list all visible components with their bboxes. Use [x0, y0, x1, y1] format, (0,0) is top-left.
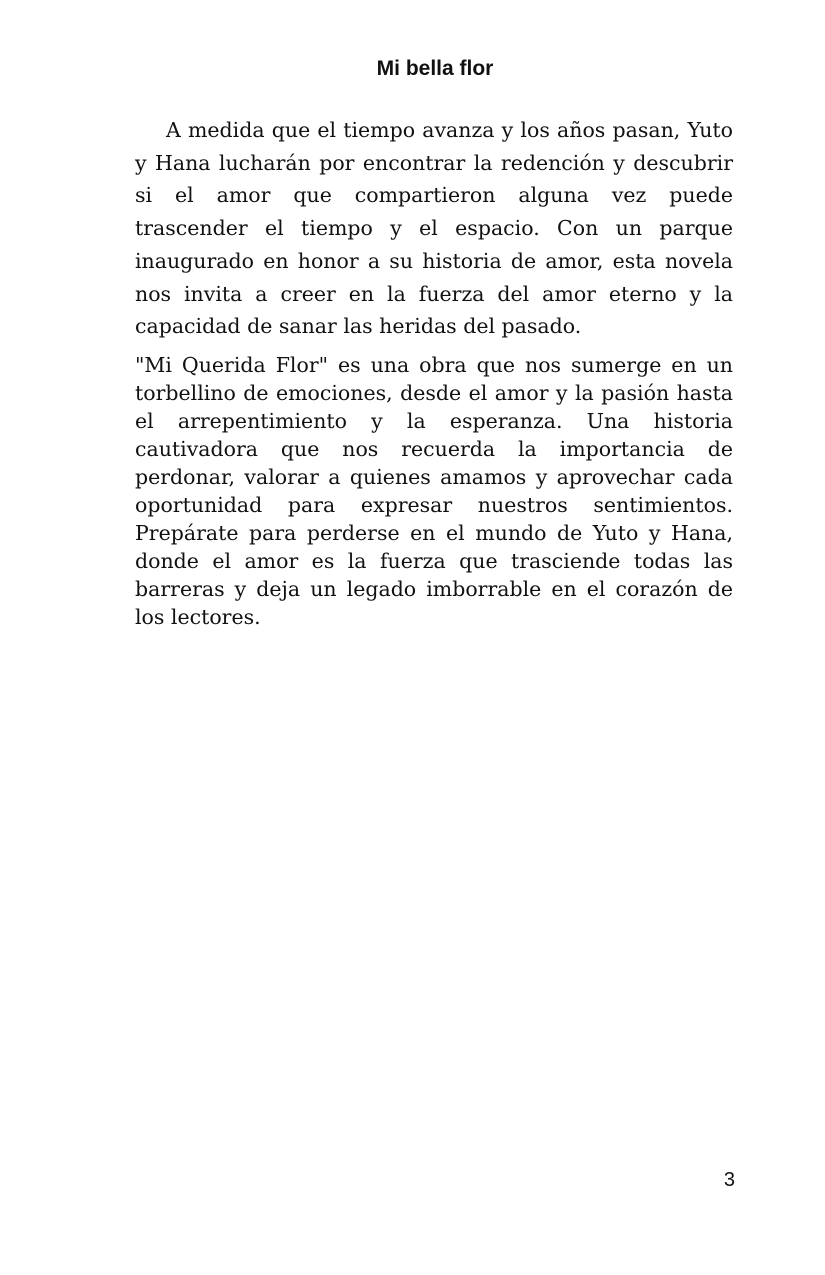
page-number: 3: [723, 1169, 735, 1191]
page-title: Mi bella flor: [376, 57, 494, 80]
body-paragraph-1: A medida que el tiempo avanza y los años pasan, Yuto y Hana lucharán por encontrar la redención y descubrir si el amor que compartieron alguna vez puede trascender el tiempo y el espacio. Con un parque inaugurado en honor a su historia de amor, esta novela nos invita a creer en la fuerza del amor eterno y la capacidad de sanar las heridas del pasado.: [135, 118, 733, 339]
body-paragraph-2: "Mi Querida Flor" es una obra que nos sumerge en un torbellino de emociones, desde el amor y la pasión hasta el arrepentimiento y la esperanza. Una historia cautivadora que nos recuerda la importancia de perdonar, valorar a quienes amamos y aprovechar cada oportunidad para expresar nuestros sentimientos. Prepárate para perderse en el mundo de Yuto y Hana, donde el amor es la fuerza que trasciende todas las barreras y deja un legado imborrable en el corazón de los lectores.: [135, 353, 733, 629]
